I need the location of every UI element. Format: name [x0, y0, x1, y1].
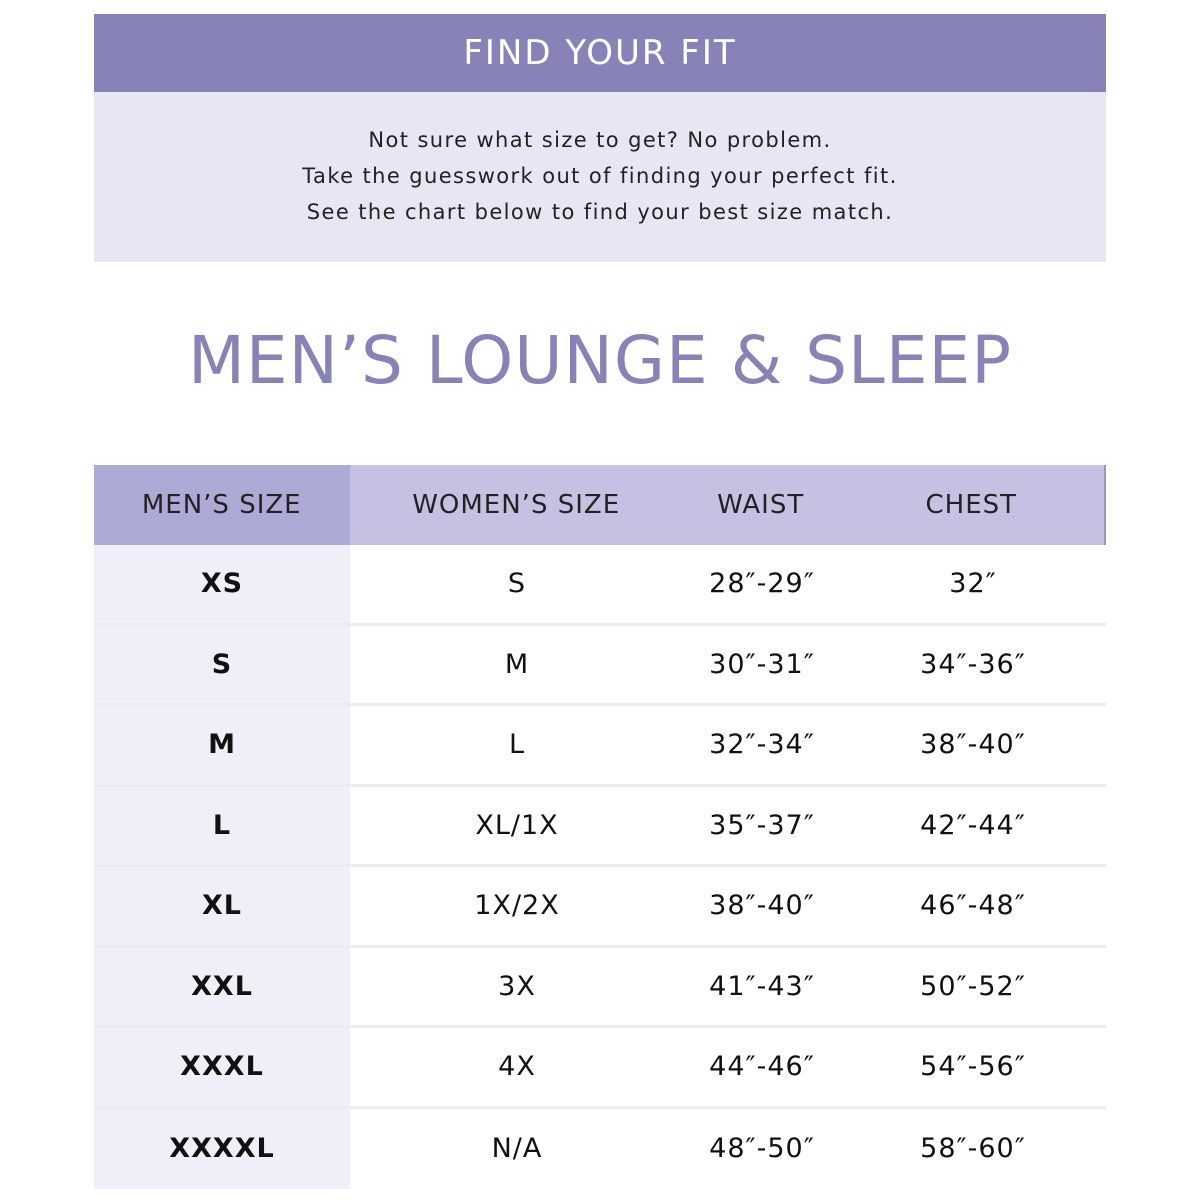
- cell-womens-size: XL/1X: [475, 809, 559, 841]
- cell-chest: 54″-56″: [920, 1051, 1026, 1083]
- cell-mens-size: L: [94, 787, 350, 865]
- header-womens-size: WOMEN’S SIZE: [412, 490, 621, 520]
- section-title: MEN’S LOUNGE & SLEEP: [187, 322, 1013, 399]
- table-row: [94, 787, 1106, 868]
- cell-waist: 28″-29″: [709, 568, 815, 600]
- cell-mens-size: XL: [94, 867, 350, 945]
- table-row: [94, 1028, 1106, 1109]
- cell-chest: 32″: [949, 568, 997, 600]
- header-mens-size: MEN’S SIZE: [94, 465, 350, 545]
- cell-womens-size: S: [507, 568, 527, 600]
- cell-chest: 46″-48″: [920, 890, 1026, 922]
- cell-womens-size: 4X: [498, 1051, 536, 1083]
- banner-title: FIND YOUR FIT: [463, 33, 737, 73]
- banner-line: Not sure what size to get? No problem.: [368, 128, 832, 152]
- cell-waist: 32″-34″: [709, 729, 815, 761]
- size-chart-table: [94, 465, 1106, 1189]
- cell-waist: 38″-40″: [709, 890, 815, 922]
- cell-waist: 41″-43″: [709, 970, 815, 1002]
- header-waist: WAIST: [717, 490, 805, 520]
- cell-womens-size: M: [504, 648, 530, 680]
- cell-waist: 30″-31″: [709, 648, 815, 680]
- cell-mens-size: XXXXL: [94, 1109, 350, 1190]
- table-body: [94, 545, 1106, 1189]
- cell-waist: 35″-37″: [709, 809, 815, 841]
- table-row: [94, 626, 1106, 707]
- cell-mens-size: S: [94, 626, 350, 704]
- cell-chest: 34″-36″: [920, 648, 1026, 680]
- table-header-row: [94, 465, 1106, 545]
- table-row: [94, 867, 1106, 948]
- cell-mens-size: XXL: [94, 948, 350, 1026]
- cell-mens-size: XS: [94, 545, 350, 623]
- cell-chest: 50″-52″: [920, 970, 1026, 1002]
- cell-womens-size: L: [508, 729, 526, 761]
- table-row: [94, 1109, 1106, 1190]
- cell-chest: 42″-44″: [920, 809, 1026, 841]
- table-row: [94, 706, 1106, 787]
- cell-womens-size: 1X/2X: [474, 890, 560, 922]
- cell-chest: 38″-40″: [920, 729, 1026, 761]
- banner-line: See the chart below to find your best size match.: [306, 200, 894, 224]
- find-your-fit-banner: [94, 14, 1106, 92]
- cell-mens-size: XXXL: [94, 1028, 350, 1106]
- table-row: [94, 948, 1106, 1029]
- cell-womens-size: N/A: [491, 1133, 543, 1165]
- cell-waist: 48″-50″: [709, 1133, 815, 1165]
- cell-chest: 58″-60″: [920, 1133, 1026, 1165]
- cell-mens-size: M: [94, 706, 350, 784]
- cell-waist: 44″-46″: [709, 1051, 815, 1083]
- banner-line: Take the guesswork out of finding your perfect fit.: [302, 164, 898, 188]
- cell-womens-size: 3X: [498, 970, 536, 1002]
- banner-description: [94, 92, 1106, 262]
- header-chest: CHEST: [925, 490, 1018, 520]
- table-row: [94, 545, 1106, 626]
